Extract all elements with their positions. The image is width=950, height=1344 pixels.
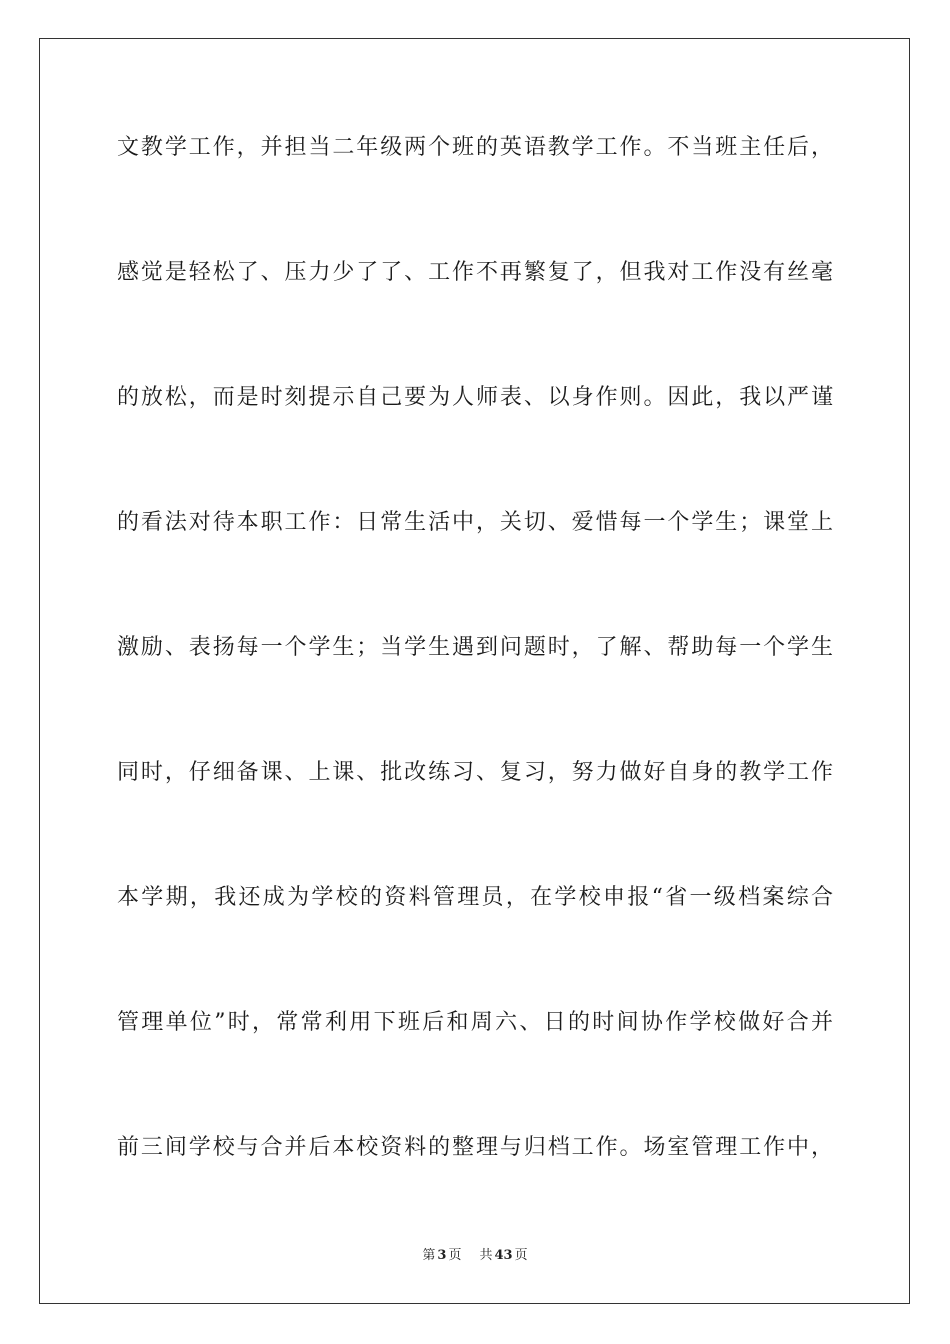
page-border [39, 38, 910, 1304]
text-line: 前三间学校与合并后本校资料的整理与归档工作。场室管理工作中， [117, 1135, 833, 1160]
page-footer [0, 1247, 950, 1265]
text-line: 的放松，而是时刻提示自己要为人师表、以身作则。因此，我以严谨 [117, 385, 833, 410]
text-line: 感觉是轻松了、压力少了了、工作不再繁复了，但我对工作没有丝毫 [117, 260, 833, 285]
total-pages: 43 [494, 1248, 513, 1263]
total-suffix: 页 [514, 1248, 528, 1263]
page-suffix: 页 [448, 1248, 462, 1263]
text-line: 本学期，我还成为学校的资料管理员，在学校申报“省一级档案综合 [117, 885, 833, 910]
text-line: 的看法对待本职工作：日常生活中，关切、爱惜每一个学生；课堂上 [117, 510, 833, 535]
text-line: 文教学工作，并担当二年级两个班的英语教学工作。不当班主任后， [117, 135, 833, 160]
text-line: 激励、表扬每一个学生；当学生遇到问题时，了解、帮助每一个学生 [117, 635, 833, 660]
total-prefix: 共 [479, 1248, 493, 1263]
text-line: 同时，仔细备课、上课、批改练习、复习，努力做好自身的教学工作 [117, 760, 833, 785]
page-prefix: 第 [422, 1248, 436, 1263]
page-number: 3 [437, 1248, 447, 1263]
text-line: 管理单位”时，常常利用下班后和周六、日的时间协作学校做好合并 [117, 1010, 833, 1035]
